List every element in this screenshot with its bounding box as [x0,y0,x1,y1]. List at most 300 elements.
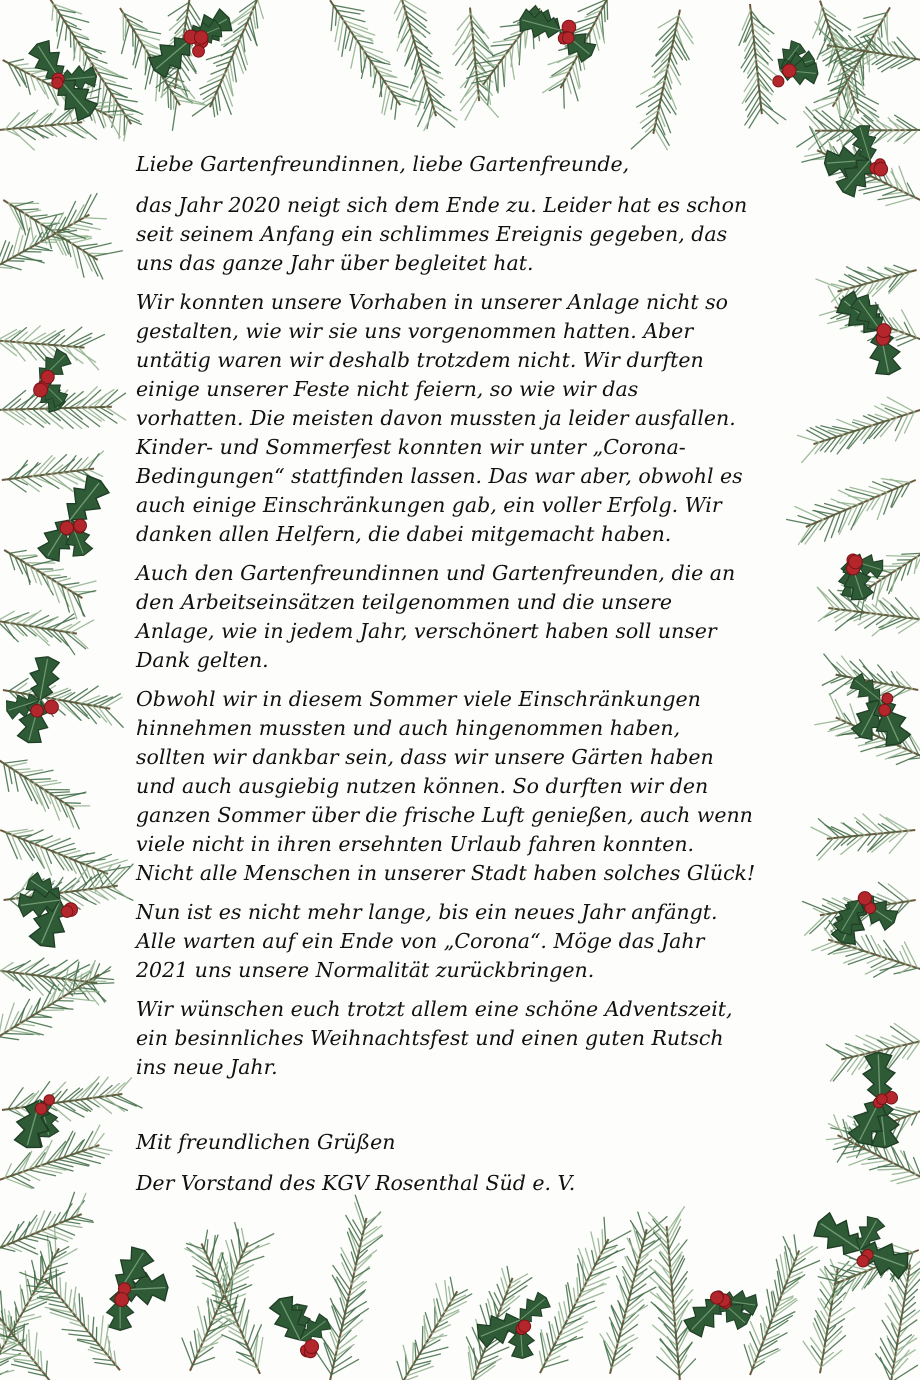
pine-needle [52,4,53,20]
pine-needle [555,1317,559,1336]
pine-needle [5,129,19,136]
pine-needle [415,1343,416,1360]
holly-berry [858,892,871,905]
pine-needle [156,69,158,101]
pine-needle [16,1308,17,1323]
holly-berry [41,370,54,383]
pine-needle [15,683,27,692]
pine-needle [8,399,21,410]
pine-needle [56,578,70,582]
pine-needle [595,21,599,38]
pine-needle [750,1322,761,1347]
pine-needle [34,1333,37,1361]
pine-needle [904,130,918,143]
letter-closing: Mit freundlichen Grüßen [136,1130,396,1154]
pine-needle [250,1325,262,1351]
pine-needle [83,983,113,984]
pine-needle [78,335,104,348]
pine-needle [877,747,902,755]
pine-needle [20,1024,35,1026]
pine-needle [8,479,26,492]
pine-needle [881,23,882,37]
pine-needle [604,1217,606,1244]
pine-needle [77,595,83,616]
pine-needle [22,343,36,360]
pine-needle [370,60,371,76]
pine-needle [888,1316,899,1333]
pine-needle [242,1228,246,1247]
pine-needle [761,108,778,124]
pine-needle [16,332,28,342]
pine-needle [862,1160,888,1164]
pine-needle [69,806,79,829]
pine-needle [102,111,123,112]
pine-needle [77,244,97,247]
pine-needle [94,395,106,408]
pine-needle [893,1245,913,1252]
pine-needle [631,128,654,149]
pine-needle [88,454,99,470]
pine-needle [24,210,40,213]
holly-berry [115,1293,129,1307]
pine-needle [494,70,497,91]
pine-needle [819,838,840,860]
pine-needle [338,20,343,50]
pine-needle [69,1334,93,1337]
pine-needle [76,123,97,139]
pine-needle [235,1223,243,1254]
pine-needle [75,387,97,408]
holly-berry [711,1291,724,1304]
pine-needle [100,888,116,899]
pine-needle [34,781,57,783]
pine-needle [836,611,853,622]
pine-needle [212,102,214,117]
pine-needle [85,854,111,864]
letter-paragraph-4: Obwohl wir in diesem Sommer viele Einschränkungen hinnehmen mussten und auch hingenommen haben, sollten wir dankbar sein, dass wir unsere Gärten haben und auch ausgiebig nutzen können. So durften wir den ganzen Sommer über die frische Luft genießen, auch wenn viele nicht in ihren ersehnten Urlaub fahren konnten. Nicht alle Menschen in unserer Stadt haben solches Glück! [136,687,756,885]
pine-needle [886,197,915,205]
pine-needle [577,1278,578,1298]
pine-needle [71,633,88,649]
pine-needle [226,1240,235,1270]
pine-needle [849,1044,866,1054]
pine-needle [80,1077,99,1100]
pine-needle [677,22,693,44]
holly-berry [45,700,59,714]
pine-needle [93,1147,112,1151]
pine-needle [868,270,892,277]
pine-needle [504,54,505,84]
pine-needle [893,563,908,564]
pine-needle [20,556,37,560]
pine-needle [668,1214,681,1238]
pine-needle [84,218,106,219]
letter-paragraph-6: Wir wünschen euch trotzt allem eine schöne Adventszeit, ein besinnliches Weihnachtsfest und einen guten Rutsch ins neue Jahr. [136,997,733,1079]
pine-needle [846,951,864,956]
holly-berry [773,76,784,87]
letter-paragraph-3: Auch den Gartenfreundinnen und Gartenfreunden, die an den Arbeitseinsätzen teilgenommen und die unsere Anlage, wie in jedem Jahr, verschönert haben soll unser Dank gelten. [136,561,736,672]
pine-needle [72,347,96,363]
holly-berry [877,324,891,338]
pine-needle [82,1298,85,1328]
pine-needle [350,35,354,50]
pine-needle [365,1214,380,1224]
pine-needle [70,1155,101,1163]
pine-needle [759,84,773,95]
letter-paragraph-2: Wir konnten unsere Vorhaben in unserer Anlage nicht so gestalten, wie wir sie uns vorgenommen hatten. Aber untätig waren wir deshalb trotzdem nicht. Wir durften einige unserer Feste nicht feiern, so wie wir das vorhatten. Die meisten davon mussten ja leider ausfallen. Kinder- und Sommerfest konnten wir unter „Corona- Bedingungen“ stattfinden lassen. Das war aber, obwohl es auch einige Einschränkungen gab, ein voller Erfolg. Wir danken allen Helfern, die dabei mitgemacht haben. [136,290,743,546]
pine-needle [434,110,454,127]
pine-needle [472,33,492,54]
pine-needle [896,1338,917,1351]
pine-needle [53,336,64,345]
pine-needle [547,1333,551,1351]
holly-berry [857,1255,869,1267]
pine-needle [863,54,864,79]
pine-needle [24,1238,38,1241]
pine-needle [207,1240,208,1255]
pine-needle [679,1359,695,1376]
pine-needle [875,130,888,143]
pine-needle [845,1044,871,1053]
pine-needle [830,1058,847,1081]
pine-needle [64,803,80,804]
pine-needle [0,1370,14,1376]
pine-needle [819,609,835,621]
pine-needle [798,435,820,442]
holly-berry [783,64,796,77]
pine-needle [395,100,397,119]
pine-needle [886,556,917,557]
pine-needle [100,1316,103,1346]
pine-needle [794,1235,797,1256]
pine-needle [602,1230,603,1250]
pine-needle [880,1357,891,1380]
pine-needle [69,1290,72,1308]
pine-needle [750,1332,759,1353]
pine-needle [445,1280,448,1307]
pine-needle [810,913,832,933]
pine-needle [119,109,121,139]
holly-berry [31,704,44,717]
pine-needle [805,153,823,156]
pine-needle [563,83,564,108]
pine-needle [649,1212,668,1232]
pine-needle [8,59,23,63]
pine-needle [114,98,137,102]
pine-needle [23,1172,40,1181]
holly-berry [35,1103,47,1115]
pine-needle [93,1359,112,1361]
pine-needle [811,1346,822,1361]
pine-needle [766,1307,770,1324]
holly-berry [60,521,73,534]
pine-needle [335,10,336,25]
pine-needle [360,45,362,72]
pine-needle [835,1141,849,1145]
pine-needle [826,1138,843,1140]
pine-needle [761,1324,764,1341]
pine-needle [0,611,14,621]
pine-needle [35,213,63,219]
pine-needle [676,1321,682,1334]
pine-needle [14,64,28,66]
pine-needle [638,1212,645,1235]
pine-needle [340,1298,345,1314]
pine-needle [869,487,887,493]
pine-needle [98,1097,127,1110]
pine-needle [56,1269,57,1293]
pine-needle [45,239,61,240]
pine-needle [671,1256,683,1280]
pine-needle [14,202,33,207]
pine-needle [812,941,834,950]
holly-berry [518,1320,530,1332]
pine-needle [80,46,81,61]
letter-paragraph-5: Nun ist es nicht mehr lange, bis ein neues Jahr anfängt. Alle warten auf ein Ende von „Corona“. Möge das Jahr 2021 uns unsere Normalität zurückbringen. [136,900,718,982]
pine-needle [391,95,393,109]
pine-needle [217,90,220,110]
pine-needle [566,77,571,93]
pine-needle [658,110,664,126]
pine-needle [116,1078,131,1095]
pine-twig [4,550,82,598]
pine-needle [82,890,100,903]
pine-needle [878,882,903,901]
holly-berry [879,704,891,716]
pine-needle [902,553,920,554]
pine-needle [49,792,69,793]
pine-needle [820,1289,831,1305]
pine-needle [78,221,92,224]
pine-needle [491,44,513,46]
pine-needle [853,420,872,425]
pine-needle [257,0,263,18]
pine-needle [66,333,92,346]
pine-needle [106,393,126,407]
pine-needle [14,460,27,478]
pine-needle [46,1007,73,1009]
pine-needle [897,619,914,628]
pine-needle [863,416,878,423]
pine-needle [815,720,841,725]
pine-needle [19,209,38,210]
pine-needle [519,34,521,65]
pine-needle [60,1278,61,1299]
pine-needle [252,10,255,28]
letter-paragraph-1: das Jahr 2020 neigt sich dem Ende zu. Leider hat es schon seit seinem Anfang ein schlimmes Ereignis gegeben, das uns das ganze Jahr über begleitet hat. [136,193,748,275]
pine-needle [569,72,578,101]
holly-berry [882,693,893,704]
pine-needle [887,397,914,412]
pine-needle [74,686,98,702]
pine-needle [8,1088,23,1109]
pine-needle [51,577,66,579]
pine-needle [817,587,834,609]
pine-needle [799,524,812,544]
pine-needle [813,12,824,38]
pine-needle [113,98,114,115]
pine-needle [869,44,870,72]
pine-needle [668,1219,681,1244]
pine-needle [858,834,871,850]
pine-needle [330,1298,342,1326]
pine-needle [91,967,111,983]
pine-needle [592,1251,595,1266]
pine-needle [235,50,243,73]
pine-needle [62,583,79,585]
pine-needle [25,1020,52,1027]
pine-needle [549,1322,554,1347]
pine-needle [333,1265,350,1290]
pine-needle [189,2,200,20]
pine-needle [655,1260,671,1274]
pine-needle [813,908,826,914]
holly-berry [52,77,63,88]
pine-needle [675,33,689,59]
holly-berry [874,162,888,176]
pine-needle [67,993,82,994]
pine-needle [604,5,605,22]
pine-needle [71,620,94,633]
pine-needle [898,59,916,69]
pine-needle [135,44,142,68]
holly-berry [193,45,205,57]
pine-needle [25,958,44,974]
pine-needle [88,469,103,476]
pine-needle [826,1045,847,1058]
letter-salutation: Liebe Gartenfreundinnen, liebe Gartenfreunde, [136,152,630,176]
holly-berry [34,383,48,397]
pine-needle [32,1291,57,1294]
pine-needle [67,581,96,589]
holly-berry [305,1340,319,1354]
pine-needle [502,59,504,86]
pine-needle [397,1362,403,1380]
pine-needle [607,0,608,19]
pine-needle [838,490,863,502]
pine-needle [892,1172,910,1175]
holly-berry [194,31,207,44]
holly-berry [849,555,863,569]
pine-needle [67,227,88,230]
pine-needle [230,62,233,81]
pine-needle [4,763,9,791]
holly-berry [74,519,87,532]
pine-needle [41,330,64,345]
pine-needle [79,1294,81,1323]
pine-needle [51,474,72,491]
pine-needle [331,5,333,30]
holly-leaf [516,6,563,43]
letter-body [136,150,796,1208]
pine-needle [896,755,918,764]
pine-needle [744,1345,752,1370]
pine-needle [104,1096,124,1111]
pine-needle [18,1240,36,1248]
pine-needle [57,9,58,36]
pine-needle [209,1235,218,1261]
pine-needle [574,1288,576,1303]
pine-needle [15,555,36,556]
pine-needle [564,1302,568,1320]
pine-needle [818,819,839,838]
pine-needle [909,1253,920,1270]
pine-needle [424,110,434,130]
pine-needle [316,1352,331,1375]
pine-needle [9,550,26,553]
holly-berry [61,906,73,918]
pine-needle [461,70,477,88]
pine-needle [868,415,884,422]
pine-needle [190,1342,195,1360]
pine-needle [465,95,479,120]
pine-needle [62,1329,88,1332]
pine-needle [112,886,129,898]
pine-needle [257,1338,262,1369]
pine-needle [678,1343,692,1358]
pine-needle [517,39,519,58]
letter-signature: Der Vorstand des KGV Rosenthal Süd e. V. [136,1171,576,1195]
pine-needle [436,1284,445,1313]
pine-needle [44,109,56,126]
pine-needle [868,1158,882,1160]
pine-needle [539,1351,542,1367]
pine-needle [29,1330,31,1357]
pine-needle [497,1284,504,1301]
pine-needle [29,779,51,780]
pine-needle [449,1287,451,1302]
pine-needle [11,1317,12,1332]
pine-needle [63,456,76,473]
pine-needle [94,978,114,980]
pine-needle [194,1331,197,1354]
pine-needle [92,1317,93,1336]
pine-needle [466,1337,479,1364]
pine-needle [1,264,21,270]
pine-needle [22,610,41,625]
pine-needle [337,10,360,14]
pine-needle [856,108,873,121]
pine-needle [805,914,826,935]
pine-needle [64,1221,80,1223]
holly-berry [562,32,574,44]
holly-berry [44,1095,54,1105]
pine-needle [598,1239,600,1256]
pine-needle [245,1234,273,1248]
pine-needle [342,25,347,56]
pine-needle [9,763,27,767]
pine-needle [450,1277,454,1296]
pine-needle [24,128,48,138]
pine-needle [94,889,109,900]
pine-needle [65,1283,66,1303]
pine-needle [457,14,470,30]
pine-needle [1,1291,3,1322]
pine-needle [833,1057,853,1081]
pine-needle [215,96,218,115]
pine-needle [204,1316,207,1332]
pine-needle [58,1224,82,1228]
pine-needle [878,1169,905,1170]
pine-needle [104,708,123,728]
pine-needle [803,1341,821,1367]
pine-needle [65,25,66,40]
pine-needle [39,783,61,787]
pine-needle [76,1193,86,1216]
pine-needle [798,516,817,522]
pine-needle [507,1266,510,1283]
pine-needle [78,347,98,370]
